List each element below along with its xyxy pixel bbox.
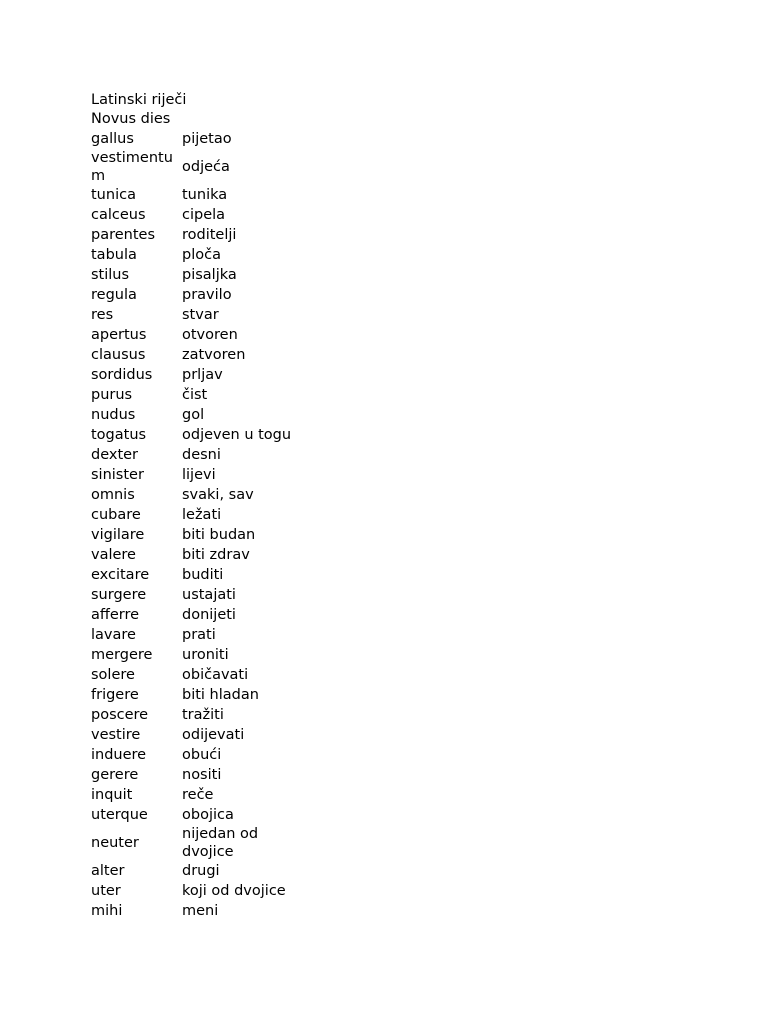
croatian-translation: prati: [182, 627, 216, 643]
document-title: Latinski riječi: [91, 92, 187, 108]
croatian-translation: pisaljka: [182, 267, 237, 283]
croatian-translation: otvoren: [182, 327, 238, 343]
vocabulary-row: [91, 345, 307, 365]
latin-word: calceus: [91, 207, 146, 223]
latin-word: dexter: [91, 447, 139, 463]
vocabulary-row: [91, 745, 307, 765]
croatian-translation: roditelji: [182, 227, 237, 243]
latin-word: sinister: [91, 467, 144, 483]
vocabulary-row: [91, 245, 307, 265]
vocabulary-row: [91, 425, 307, 445]
vocabulary-row: [91, 825, 307, 861]
vocabulary-row: [91, 505, 307, 525]
croatian-translation: uroniti: [182, 647, 229, 663]
vocabulary-row: [91, 149, 307, 185]
vocabulary-row: [91, 545, 307, 565]
latin-word: nudus: [91, 407, 136, 423]
croatian-translation: nijedan od dvojice: [182, 826, 259, 860]
croatian-translation: tunika: [182, 187, 228, 203]
latin-word: res: [91, 307, 114, 323]
latin-word: neuter: [91, 835, 139, 851]
croatian-translation: ležati: [182, 507, 222, 523]
vocabulary-row: [91, 305, 307, 325]
vocabulary-row: [91, 129, 307, 149]
croatian-translation: ploča: [182, 247, 221, 263]
vocabulary-row: [91, 205, 307, 225]
latin-word: inquit: [91, 787, 133, 803]
croatian-translation: običavati: [182, 667, 249, 683]
vocabulary-row: [91, 785, 307, 805]
latin-word: tabula: [91, 247, 137, 263]
latin-word: apertus: [91, 327, 147, 343]
latin-word: lavare: [91, 627, 136, 643]
latin-word: clausus: [91, 347, 146, 363]
vocabulary-row: [91, 285, 307, 305]
croatian-translation: prljav: [182, 367, 223, 383]
croatian-translation: svaki, sav: [182, 487, 254, 503]
croatian-translation: čist: [182, 387, 208, 403]
latin-word: cubare: [91, 507, 141, 523]
croatian-translation: obući: [182, 747, 222, 763]
croatian-translation: gol: [182, 407, 205, 423]
latin-word: gallus: [91, 131, 134, 147]
croatian-translation: tražiti: [182, 707, 224, 723]
latin-word: omnis: [91, 487, 135, 503]
croatian-translation: meni: [182, 903, 219, 919]
vocabulary-row: [91, 585, 307, 605]
vocabulary-row: [91, 465, 307, 485]
latin-word: vestire: [91, 727, 141, 743]
croatian-translation: nositi: [182, 767, 222, 783]
croatian-translation: pijetao: [182, 131, 232, 147]
latin-word: solere: [91, 667, 135, 683]
vocabulary-row: [91, 645, 307, 665]
latin-word: tunica: [91, 187, 136, 203]
latin-word: valere: [91, 547, 136, 563]
croatian-translation: odjeven u togu: [182, 427, 292, 443]
vocabulary-row: [91, 445, 307, 465]
vocabulary-row: [91, 525, 307, 545]
vocabulary-row: [91, 265, 307, 285]
latin-word: induere: [91, 747, 147, 763]
vocabulary-row: [91, 805, 307, 825]
croatian-translation: drugi: [182, 863, 220, 879]
croatian-translation: biti zdrav: [182, 547, 250, 563]
vocabulary-row: [91, 385, 307, 405]
croatian-translation: odijevati: [182, 727, 245, 743]
latin-word: mergere: [91, 647, 153, 663]
croatian-translation: zatvoren: [182, 347, 246, 363]
vocabulary-row: [91, 405, 307, 425]
latin-word: sordidus: [91, 367, 153, 383]
croatian-translation: pravilo: [182, 287, 232, 303]
croatian-translation: desni: [182, 447, 221, 463]
vocabulary-row: [91, 185, 307, 205]
croatian-translation: koji od dvojice: [182, 883, 286, 899]
latin-word: poscere: [91, 707, 149, 723]
vocabulary-row: [91, 861, 307, 881]
latin-word: frigere: [91, 687, 139, 703]
latin-word: togatus: [91, 427, 147, 443]
croatian-translation: reče: [182, 787, 214, 803]
latin-word: regula: [91, 287, 137, 303]
vocabulary-row: [91, 625, 307, 645]
latin-word: gerere: [91, 767, 139, 783]
latin-word: surgere: [91, 587, 147, 603]
vocabulary-row: [91, 485, 307, 505]
vocabulary-row: [91, 225, 307, 245]
croatian-translation: biti budan: [182, 527, 256, 543]
latin-word: mihi: [91, 903, 123, 919]
croatian-translation: ustajati: [182, 587, 236, 603]
latin-word: parentes: [91, 227, 156, 243]
vocabulary-table-body: [91, 129, 307, 921]
latin-word: vestimentum: [91, 150, 173, 184]
croatian-translation: stvar: [182, 307, 219, 323]
croatian-translation: obojica: [182, 807, 234, 823]
vocabulary-row: [91, 565, 307, 585]
croatian-translation: odjeća: [182, 159, 230, 175]
latin-word: vigilare: [91, 527, 145, 543]
croatian-translation: lijevi: [182, 467, 216, 483]
croatian-translation: buditi: [182, 567, 224, 583]
latin-word: purus: [91, 387, 133, 403]
vocabulary-row: [91, 365, 307, 385]
vocabulary-row: [91, 325, 307, 345]
vocabulary-row: [91, 605, 307, 625]
document-subtitle: Novus dies: [91, 111, 171, 127]
croatian-translation: biti hladan: [182, 687, 259, 703]
croatian-translation: cipela: [182, 207, 226, 223]
latin-word: stilus: [91, 267, 130, 283]
latin-word: afferre: [91, 607, 140, 623]
latin-word: excitare: [91, 567, 150, 583]
vocabulary-table: [91, 129, 307, 921]
vocabulary-row: [91, 725, 307, 745]
croatian-translation: donijeti: [182, 607, 236, 623]
vocabulary-row: [91, 705, 307, 725]
vocabulary-row: [91, 685, 307, 705]
vocabulary-row: [91, 901, 307, 921]
vocabulary-row: [91, 881, 307, 901]
vocabulary-row: [91, 665, 307, 685]
latin-word: alter: [91, 863, 125, 879]
latin-word: uterque: [91, 807, 148, 823]
latin-word: uter: [91, 883, 121, 899]
vocabulary-row: [91, 765, 307, 785]
